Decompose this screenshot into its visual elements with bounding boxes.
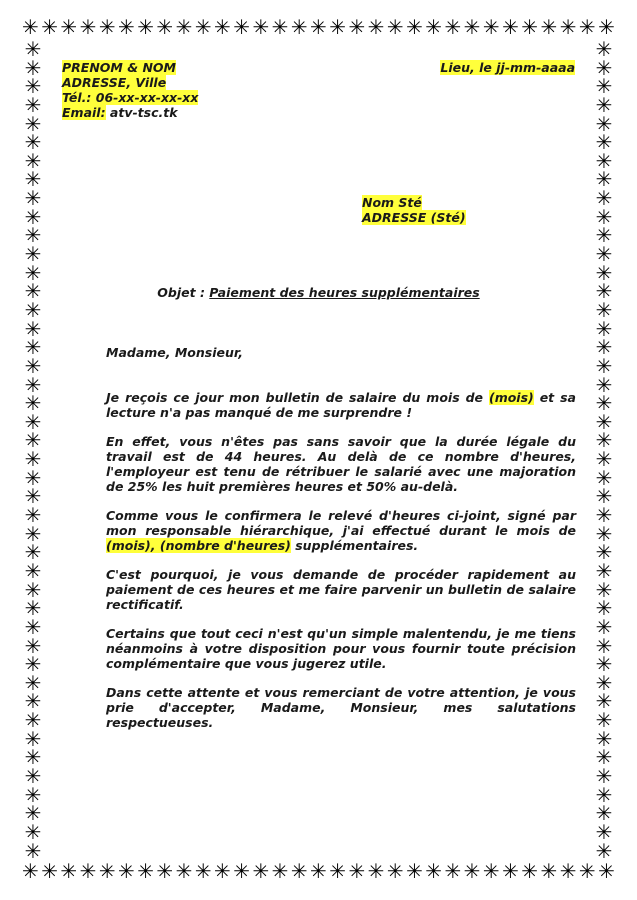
star-border-icon: ✳ <box>595 689 613 714</box>
salutation: Madame, Monsieur, <box>106 345 243 360</box>
paragraph-3-highlight: (mois), (nombre d'heures) <box>106 538 291 553</box>
star-border-icon: ✳ <box>595 726 613 751</box>
star-border-icon: ✳ <box>24 353 42 378</box>
star-border-icon: ✳ <box>41 16 58 38</box>
star-border-icon: ✳ <box>521 16 539 38</box>
star-border-icon: ✳ <box>271 860 289 882</box>
star-border-icon: ✳ <box>98 16 116 38</box>
star-border-icon: ✳ <box>24 577 42 602</box>
star-border-icon: ✳ <box>24 465 42 490</box>
star-border-icon: ✳ <box>22 860 39 882</box>
star-border-icon: ✳ <box>406 860 423 882</box>
star-border-icon: ✳ <box>60 860 78 882</box>
star-border-icon: ✳ <box>595 447 613 472</box>
border-top <box>22 16 615 38</box>
star-border-icon: ✳ <box>24 148 42 173</box>
star-border-icon: ✳ <box>24 92 42 117</box>
star-border-icon: ✳ <box>24 260 42 285</box>
star-border-icon: ✳ <box>595 540 613 565</box>
star-border-icon: ✳ <box>386 860 404 882</box>
date-text: Lieu, le jj-mm-aaaa <box>440 60 575 75</box>
star-border-icon: ✳ <box>24 763 42 788</box>
star-border-icon: ✳ <box>406 16 423 38</box>
star-border-icon: ✳ <box>595 745 613 770</box>
star-border-icon: ✳ <box>24 223 42 248</box>
star-border-icon: ✳ <box>595 670 613 695</box>
star-border-icon: ✳ <box>24 372 42 397</box>
star-border-icon: ✳ <box>137 860 154 882</box>
border-bottom <box>22 860 615 882</box>
star-border-icon: ✳ <box>598 16 615 38</box>
star-border-icon: ✳ <box>24 428 42 453</box>
paragraph-1-text-b: et sa lecture n'a pas manqué de me surprendre ! <box>106 390 576 420</box>
star-border-icon: ✳ <box>24 186 42 211</box>
star-border-icon: ✳ <box>214 16 231 38</box>
star-border-icon: ✳ <box>348 860 366 882</box>
star-border-icon: ✳ <box>252 860 270 882</box>
star-border-icon: ✳ <box>233 16 250 38</box>
star-border-icon: ✳ <box>598 860 615 882</box>
star-border-icon: ✳ <box>329 16 347 38</box>
star-border-icon: ✳ <box>24 614 42 639</box>
star-border-icon: ✳ <box>595 148 613 173</box>
star-border-icon: ✳ <box>24 316 42 341</box>
star-border-icon: ✳ <box>175 16 193 38</box>
paragraph-4: C'est pourquoi, je vous demande de procéder rapidement au paiement de ces heures et me faire parvenir un bulletin de salaire rectificatif. <box>106 567 576 612</box>
star-border-icon: ✳ <box>595 708 613 733</box>
star-border-icon: ✳ <box>595 503 613 528</box>
star-border-icon: ✳ <box>175 860 193 882</box>
star-border-icon: ✳ <box>118 16 135 38</box>
paragraph-2: En effet, vous n'êtes pas sans savoir que la durée légale du travail est de 44 heures. Au delà de ce nombre d'heures, l'employeur est tenu de rétribuer le salarié avec une majoration de 25% les huit premières heures et 50% au-delà. <box>106 434 576 494</box>
star-border-icon: ✳ <box>482 860 500 882</box>
subject-prefix: Objet : <box>157 285 210 300</box>
star-border-icon: ✳ <box>595 186 613 211</box>
star-border-icon: ✳ <box>41 860 58 882</box>
star-border-icon: ✳ <box>595 372 613 397</box>
star-border-icon: ✳ <box>425 16 443 38</box>
border-right <box>593 40 615 860</box>
star-border-icon: ✳ <box>367 860 385 882</box>
star-border-icon: ✳ <box>24 55 42 80</box>
star-border-icon: ✳ <box>24 409 42 434</box>
star-border-icon: ✳ <box>559 860 577 882</box>
star-border-icon: ✳ <box>24 74 42 99</box>
subject-line <box>0 285 637 300</box>
star-border-icon: ✳ <box>24 335 42 360</box>
star-border-icon: ✳ <box>595 577 613 602</box>
star-border-icon: ✳ <box>595 819 613 844</box>
star-border-icon: ✳ <box>290 16 308 38</box>
star-border-icon: ✳ <box>502 860 519 882</box>
star-border-icon: ✳ <box>595 391 613 416</box>
star-border-icon: ✳ <box>595 521 613 546</box>
star-border-icon: ✳ <box>595 409 613 434</box>
sender-phone: Tél.: 06-xx-xx-xx-xx <box>62 90 199 105</box>
star-border-icon: ✳ <box>214 860 231 882</box>
star-border-icon: ✳ <box>24 447 42 472</box>
star-border-icon: ✳ <box>595 558 613 583</box>
star-border-icon: ✳ <box>540 16 558 38</box>
star-border-icon: ✳ <box>252 16 270 38</box>
star-border-icon: ✳ <box>595 763 613 788</box>
sender-address: ADRESSE, Ville <box>62 75 167 90</box>
star-border-icon: ✳ <box>444 860 462 882</box>
star-border-icon: ✳ <box>595 74 613 99</box>
paragraph-6: Dans cette attente et vous remerciant de votre attention, je vous prie d'accepter, Madame, Monsieur, mes salutations respectueuses. <box>106 685 576 730</box>
star-border-icon: ✳ <box>329 860 347 882</box>
star-border-icon: ✳ <box>24 111 42 136</box>
star-border-icon: ✳ <box>24 484 42 509</box>
star-border-icon: ✳ <box>24 819 42 844</box>
star-border-icon: ✳ <box>595 260 613 285</box>
star-border-icon: ✳ <box>595 167 613 192</box>
star-border-icon: ✳ <box>24 521 42 546</box>
recipient-company: Nom Sté <box>362 195 422 210</box>
star-border-icon: ✳ <box>24 391 42 416</box>
sender-email-value: atv-tsc.tk <box>105 105 178 120</box>
star-border-icon: ✳ <box>24 838 42 860</box>
star-border-icon: ✳ <box>595 596 613 621</box>
star-border-icon: ✳ <box>24 670 42 695</box>
star-border-icon: ✳ <box>24 633 42 658</box>
star-border-icon: ✳ <box>595 801 613 826</box>
star-border-icon: ✳ <box>482 16 500 38</box>
star-border-icon: ✳ <box>367 16 385 38</box>
star-border-icon: ✳ <box>559 16 577 38</box>
sender-email-label: Email: <box>62 105 106 120</box>
star-border-icon: ✳ <box>60 16 78 38</box>
star-border-icon: ✳ <box>156 16 174 38</box>
star-border-icon: ✳ <box>79 860 97 882</box>
sender-block <box>62 60 198 120</box>
star-border-icon: ✳ <box>79 16 97 38</box>
star-border-icon: ✳ <box>595 484 613 509</box>
star-border-icon: ✳ <box>24 726 42 751</box>
star-border-icon: ✳ <box>578 860 596 882</box>
star-border-icon: ✳ <box>595 353 613 378</box>
paragraph-1 <box>106 390 576 420</box>
star-border-icon: ✳ <box>310 860 327 882</box>
star-border-icon: ✳ <box>595 111 613 136</box>
star-border-icon: ✳ <box>24 596 42 621</box>
star-border-icon: ✳ <box>24 297 42 322</box>
star-border-icon: ✳ <box>521 860 539 882</box>
date-line <box>440 60 575 75</box>
paragraph-1-text-a: Je reçois ce jour mon bulletin de salaire du mois de <box>106 390 489 405</box>
star-border-icon: ✳ <box>310 16 327 38</box>
star-border-icon: ✳ <box>595 782 613 807</box>
star-border-icon: ✳ <box>24 745 42 770</box>
star-border-icon: ✳ <box>24 782 42 807</box>
star-border-icon: ✳ <box>578 16 596 38</box>
star-border-icon: ✳ <box>194 16 212 38</box>
star-border-icon: ✳ <box>595 838 613 860</box>
star-border-icon: ✳ <box>540 860 558 882</box>
paragraph-3-text-a: Comme vous le confirmera le relevé d'heures ci-joint, signé par mon responsable hiérarchique, j'ai effectué durant le mois de <box>106 508 576 538</box>
star-border-icon: ✳ <box>595 130 613 155</box>
border-left <box>22 40 44 860</box>
star-border-icon: ✳ <box>595 279 613 304</box>
star-border-icon: ✳ <box>98 860 116 882</box>
star-border-icon: ✳ <box>24 689 42 714</box>
star-border-icon: ✳ <box>271 16 289 38</box>
star-border-icon: ✳ <box>595 614 613 639</box>
star-border-icon: ✳ <box>595 633 613 658</box>
star-border-icon: ✳ <box>233 860 250 882</box>
star-border-icon: ✳ <box>502 16 519 38</box>
star-border-icon: ✳ <box>194 860 212 882</box>
star-border-icon: ✳ <box>595 204 613 229</box>
star-border-icon: ✳ <box>595 316 613 341</box>
star-border-icon: ✳ <box>595 92 613 117</box>
star-border-icon: ✳ <box>24 130 42 155</box>
star-border-icon: ✳ <box>24 40 42 61</box>
paragraph-5: Certains que tout ceci n'est qu'un simple malentendu, je me tiens néanmoins à votre disposition pour vous fournir toute précision complémentaire que vous jugerez utile. <box>106 626 576 671</box>
star-border-icon: ✳ <box>137 16 154 38</box>
star-border-icon: ✳ <box>24 540 42 565</box>
recipient-address: ADRESSE (Sté) <box>362 210 466 225</box>
star-border-icon: ✳ <box>444 16 462 38</box>
star-border-icon: ✳ <box>595 242 613 267</box>
star-border-icon: ✳ <box>24 558 42 583</box>
paragraph-3-text-b: supplémentaires. <box>290 538 419 553</box>
subject-text: Paiement des heures supplémentaires <box>209 285 480 300</box>
star-border-icon: ✳ <box>595 55 613 80</box>
star-border-icon: ✳ <box>348 16 366 38</box>
star-border-icon: ✳ <box>595 465 613 490</box>
star-border-icon: ✳ <box>425 860 443 882</box>
star-border-icon: ✳ <box>24 279 42 304</box>
star-border-icon: ✳ <box>24 801 42 826</box>
star-border-icon: ✳ <box>24 242 42 267</box>
sender-name: PRENOM & NOM <box>62 60 176 75</box>
star-border-icon: ✳ <box>595 40 613 61</box>
star-border-icon: ✳ <box>463 860 481 882</box>
letter-body <box>106 390 576 744</box>
star-border-icon: ✳ <box>595 335 613 360</box>
star-border-icon: ✳ <box>24 708 42 733</box>
star-border-icon: ✳ <box>386 16 404 38</box>
star-border-icon: ✳ <box>595 652 613 677</box>
star-border-icon: ✳ <box>595 428 613 453</box>
star-border-icon: ✳ <box>463 16 481 38</box>
recipient-block <box>362 195 466 225</box>
star-border-icon: ✳ <box>22 16 39 38</box>
star-border-icon: ✳ <box>156 860 174 882</box>
paragraph-3 <box>106 508 576 553</box>
paragraph-1-highlight: (mois) <box>488 390 534 405</box>
star-border-icon: ✳ <box>595 297 613 322</box>
star-border-icon: ✳ <box>118 860 135 882</box>
star-border-icon: ✳ <box>24 204 42 229</box>
star-border-icon: ✳ <box>24 167 42 192</box>
star-border-icon: ✳ <box>24 503 42 528</box>
star-border-icon: ✳ <box>595 223 613 248</box>
star-border-icon: ✳ <box>290 860 308 882</box>
star-border-icon: ✳ <box>24 652 42 677</box>
